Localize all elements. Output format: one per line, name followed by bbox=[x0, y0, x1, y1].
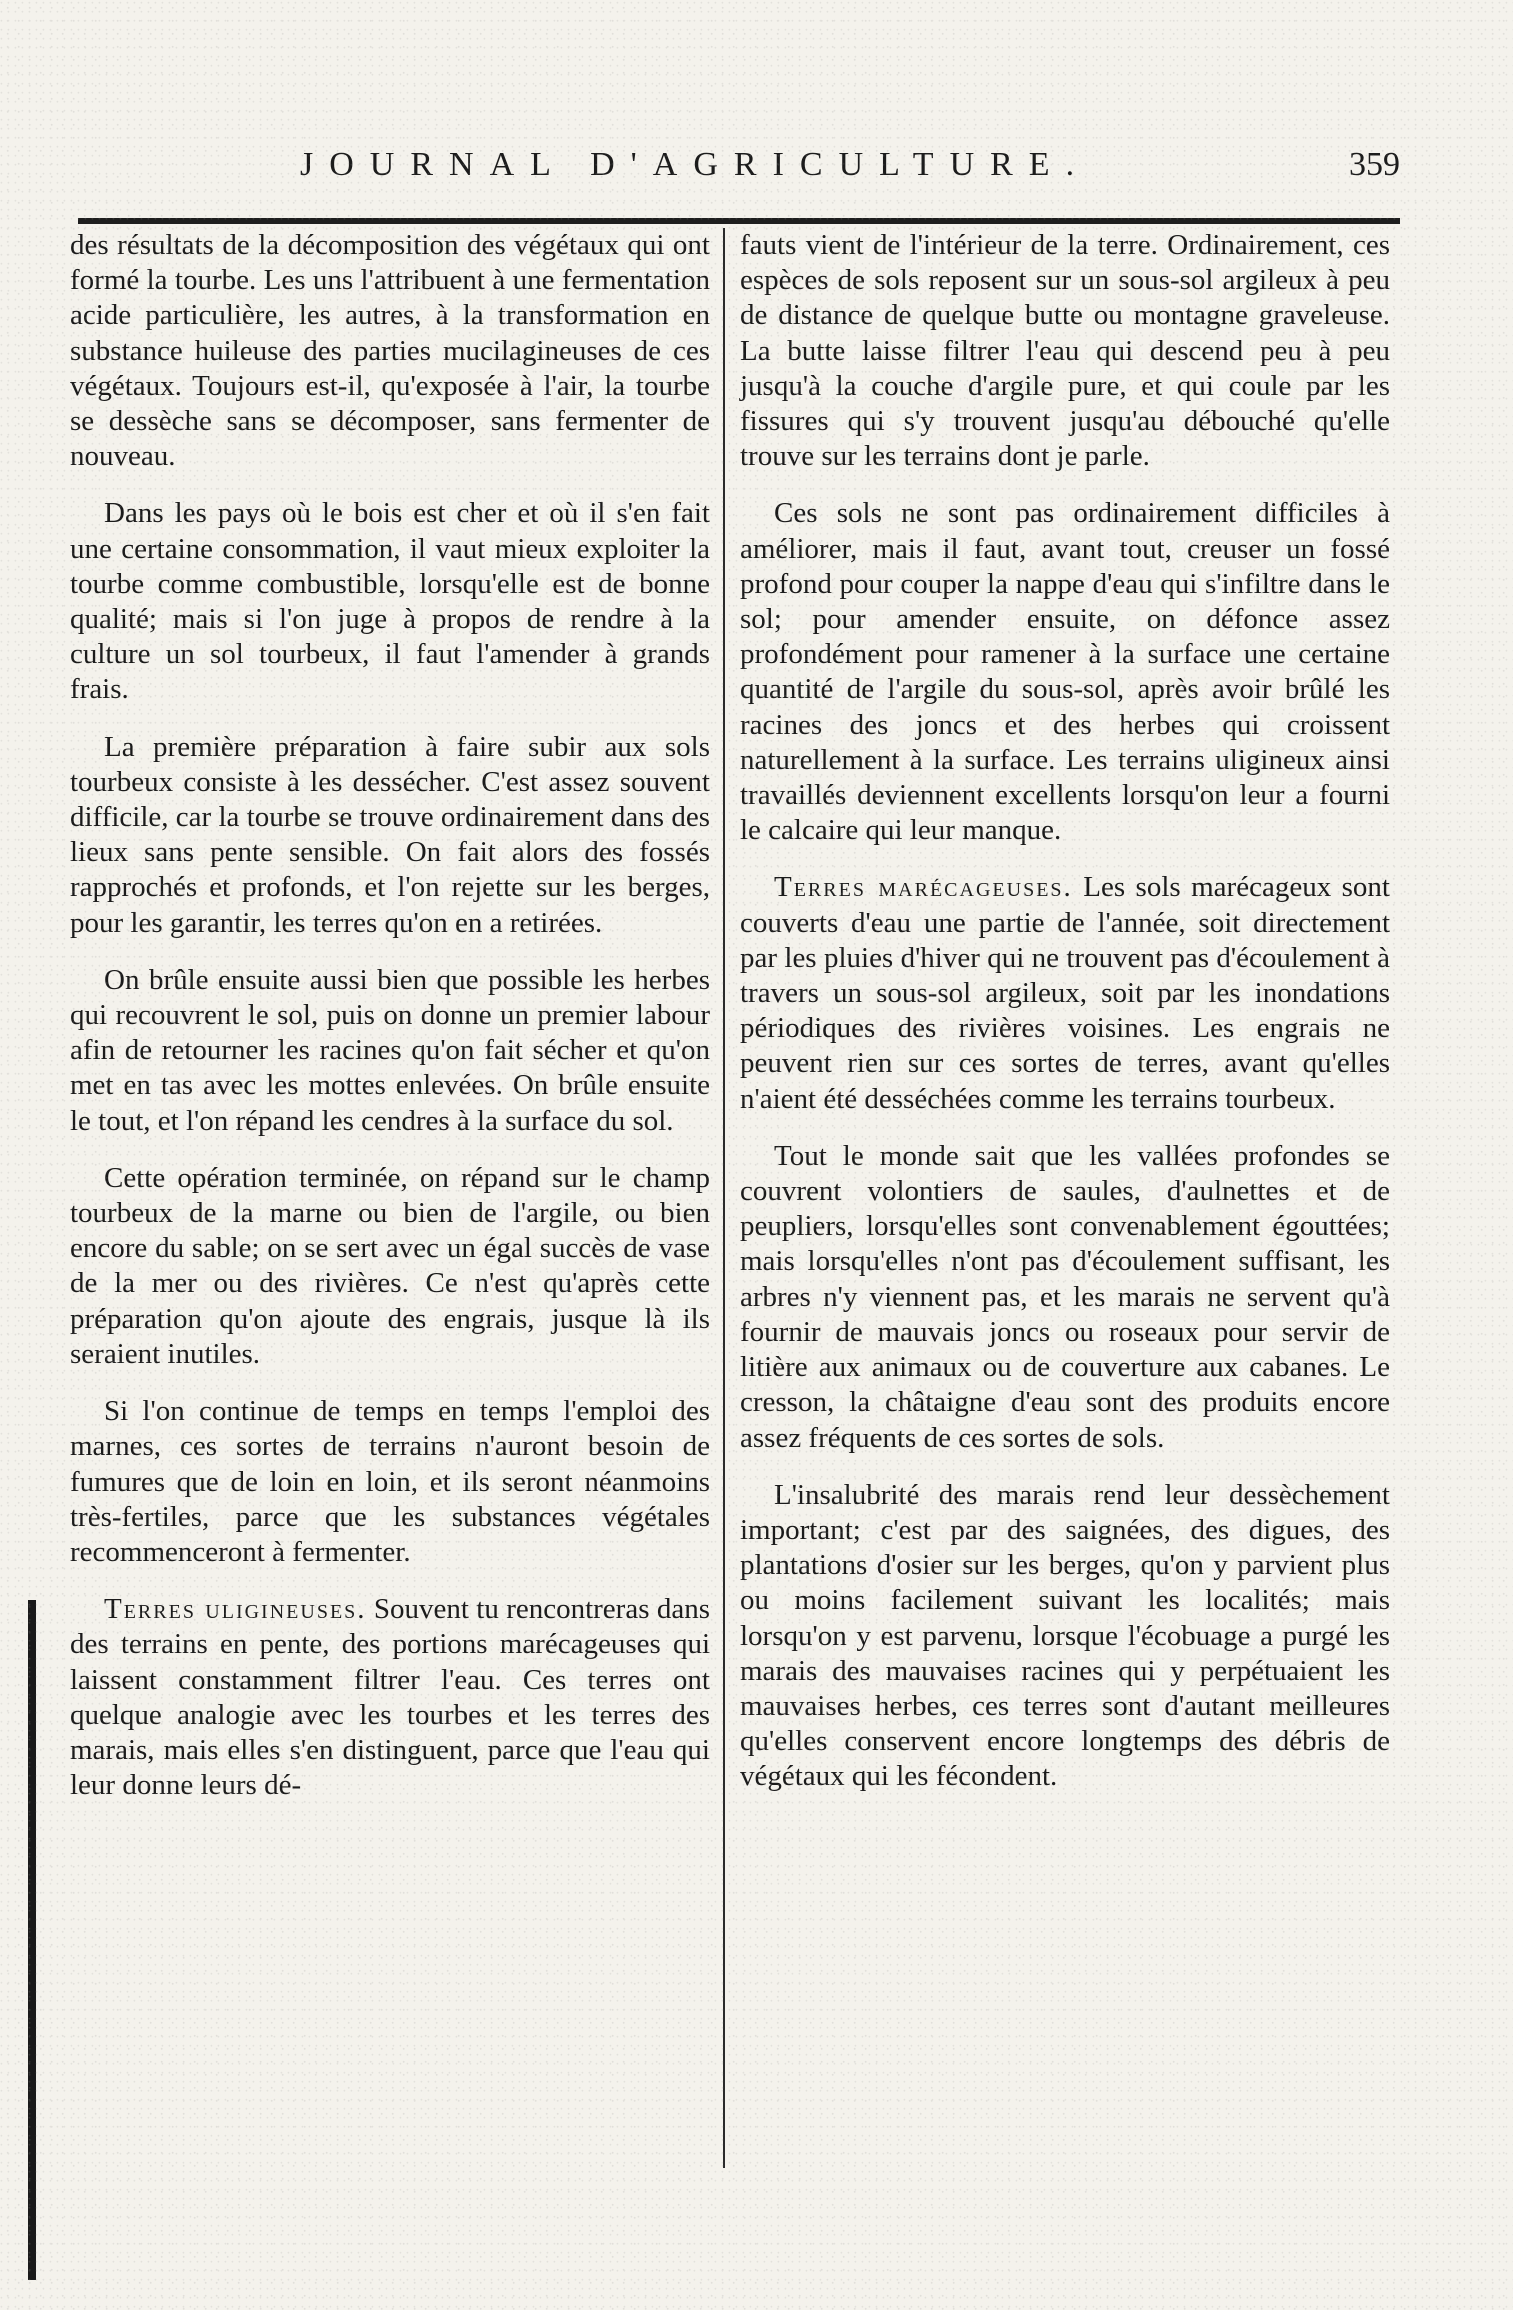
section-heading: Terres uligineuses. bbox=[104, 1593, 367, 1626]
paragraph-body: Souvent tu rencontreras dans des terrains en pente, des portions marécageuses qui laissent constamment filtrer l'eau. Ces terres ont quelque analogie avec les tourbes et les terres des marais, mais elles s'en distinguent, parce que l'eau qui leur donne leurs dé- bbox=[70, 1593, 710, 1802]
paragraph: Dans les pays où le bois est cher et où il s'en fait une certaine consommation, il vaut mieux exploiter la tourbe comme combustible, lorsqu'elle est de bonne qualité; mais si l'on juge à propos de rendre à la culture un sol tourbeux, il faut l'amender à grands frais. bbox=[70, 497, 710, 706]
paragraph: La première préparation à faire subir aux sols tourbeux consiste à les dessécher. C'est assez souvent difficile, car la tourbe se trouve ordinairement dans des lieux sans pente sensible. On fait alors des fossés rapprochés et profonds, et l'on rejette sur les berges, pour les garantir, les terres qu'on en a retirées. bbox=[70, 730, 710, 939]
paragraph: On brûle ensuite aussi bien que possible les herbes qui recouvrent le sol, puis on donne un premier labour afin de retourner les racines qu'on fait sécher et qu'on met en tas avec les mottes enlevées. On brûle ensuite le tout, et l'on répand les cendres à la surface du sol. bbox=[70, 963, 710, 1137]
paragraph: fauts vient de l'intérieur de la terre. Ordinairement, ces espèces de sols reposent sur un sous-sol argileux à peu de distance de quelque butte ou montagne graveleuse. La butte laisse filtrer l'eau qui descend peu à peu jusqu'à la couche d'argile pure, et qui coule par les fissures qui s'y trouvent jusqu'au débouché qu'elle trouve sur les terrains dont je parle. bbox=[740, 229, 1390, 473]
paragraph-marecageuses bbox=[740, 870, 1390, 1116]
paragraph-uligineuses bbox=[70, 1592, 710, 1803]
paragraph-body: Les sols marécageux sont couverts d'eau une partie de l'année, soit directement par les pluies d'hiver qui ne trouvent pas d'écoulement à travers un sous-sol argileux, soit par les inondations périodiques des rivières voisines. Les engrais ne peuvent rien sur ces sortes de terres, avant qu'elles n'aient été desséchées comme les terrains tourbeux. bbox=[740, 871, 1390, 1115]
section-heading: Terres marécageuses. bbox=[774, 871, 1073, 904]
header-rule bbox=[78, 218, 1400, 224]
left-column bbox=[70, 228, 710, 1825]
page-header bbox=[70, 138, 1400, 198]
page-number: 359 bbox=[1349, 146, 1400, 183]
paragraph: Ces sols ne sont pas ordinairement difficiles à améliorer, mais il faut, avant tout, creuser un fossé profond pour couper la nappe d'eau qui s'infiltre dans le sol; pour amender ensuite, on défonce assez profondément pour ramener à la surface une certaine quantité de l'argile du sous-sol, après avoir brûlé les racines des joncs et des herbes qui croissent naturellement à la surface. Les terrains uligineux ainsi travaillés deviennent excellents lorsqu'on leur a fourni le calcaire qui leur manque. bbox=[740, 497, 1390, 847]
paragraph: Tout le monde sait que les vallées profondes se couvrent volontiers de saules, d'aulnettes et de peupliers, lorsqu'elles sont convenablement égouttées; mais lorsqu'elles n'ont pas d'écoulement suffisant, les arbres n'y viennent pas, et les marais ne servent qu'à fournir de mauvais joncs ou roseaux pour servir de litière aux animaux ou de couverture aux cabanes. Le cresson, la châtaigne d'eau sont des produits encore assez fréquents de ces sortes de sols. bbox=[740, 1139, 1390, 1454]
paragraph: Cette opération terminée, on répand sur le champ tourbeux de la marne ou bien de l'argile, ou bien encore du sable; on se sert avec un égal succès de vase de la mer ou des rivières. Ce n'est qu'après cette préparation qu'on ajoute des engrais, jusque là ils seraient inutiles. bbox=[70, 1161, 710, 1370]
margin-bar bbox=[28, 1600, 36, 2280]
column-divider bbox=[723, 228, 725, 2168]
paragraph: Si l'on continue de temps en temps l'emploi des marnes, ces sortes de terrains n'auront besoin de fumures que de loin en loin, et ils seront néanmoins très-fertiles, parce que les substances végétales recommenceront à fermenter. bbox=[70, 1395, 710, 1568]
right-column bbox=[740, 228, 1390, 1817]
running-title: JOURNAL D'AGRICULTURE. bbox=[300, 146, 1091, 183]
paragraph: L'insalubrité des marais rend leur dessèchement important; c'est par des saignées, des digues, des plantations d'osier sur les berges, qu'on y parvient plus ou moins facilement suivant les localités; mais lorsqu'on y est parvenu, lorsque l'écobuage a purgé les marais des mauvaises racines qui y perpétuaient les mauvaises herbes, ces terres sont d'autant meilleures qu'elles conservent encore longtemps des débris de végétaux qui les fécondent. bbox=[740, 1478, 1390, 1793]
paragraph: des résultats de la décomposition des végétaux qui ont formé la tourbe. Les uns l'attribuent à une fermentation acide particulière, les autres, à la transformation en substance huileuse des parties mucilagineuses de ces végétaux. Toujours est-il, qu'exposée à l'air, la tourbe se dessèche sans se décomposer, sans fermenter de nouveau. bbox=[70, 229, 710, 473]
